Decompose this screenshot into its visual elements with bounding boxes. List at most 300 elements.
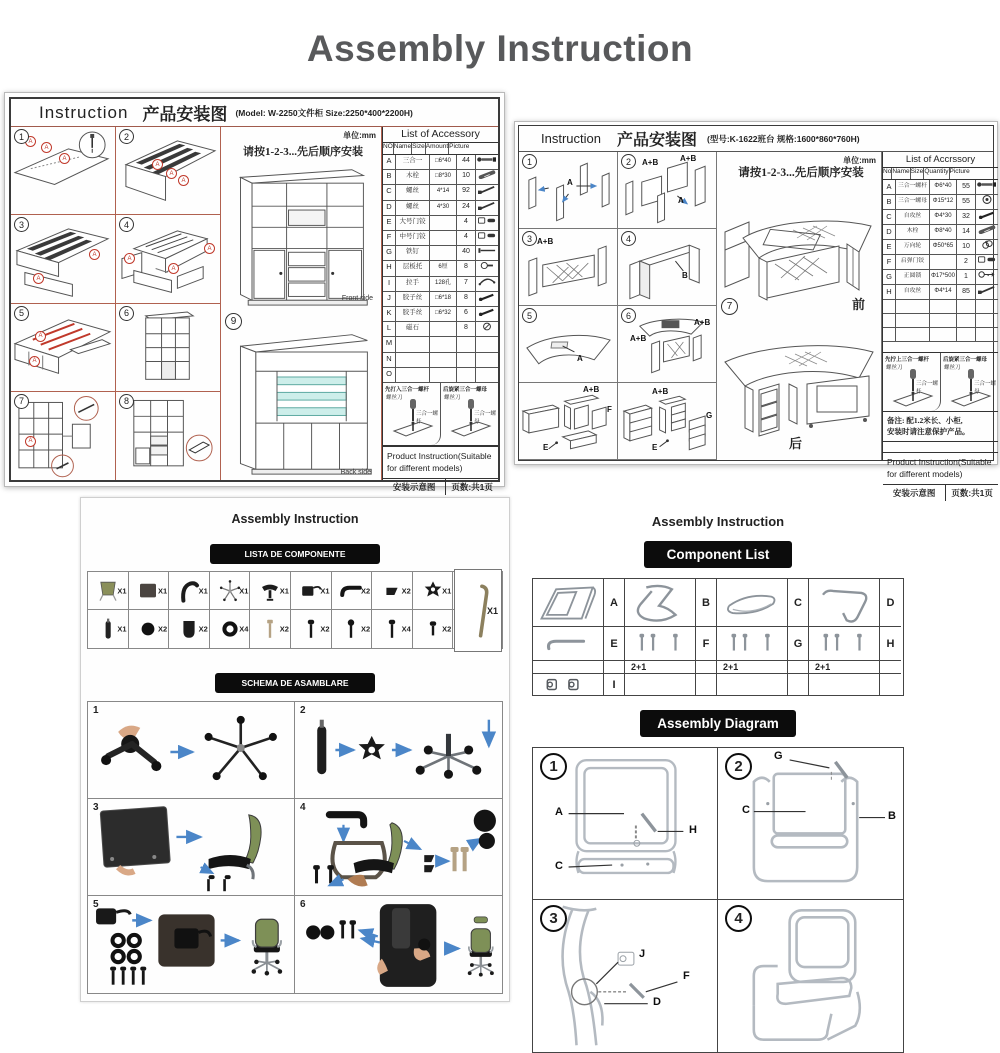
- clips-icon: [536, 676, 600, 694]
- column-header: Picture: [449, 143, 470, 150]
- desk-step-7b: [618, 383, 717, 460]
- part-no: F: [383, 231, 396, 245]
- part-label: A+B: [537, 237, 554, 246]
- part-label: A: [678, 196, 684, 205]
- component-list-header: Component List: [644, 541, 792, 568]
- qty-label: 2+1: [809, 661, 880, 674]
- part-amount: 92: [457, 185, 476, 199]
- part-size: 6厘: [430, 261, 457, 275]
- column-header: NO: [383, 143, 394, 154]
- diagram-label: C: [555, 860, 563, 872]
- component-qty: X4: [239, 624, 249, 634]
- component-letter: E: [604, 627, 625, 661]
- component-letter: D: [880, 579, 901, 627]
- part-size: [430, 246, 457, 260]
- component-qty: X1: [320, 586, 330, 595]
- accessory-row: [383, 246, 498, 261]
- cabinet-step-8: [116, 392, 221, 480]
- component-icon: [380, 578, 404, 604]
- qty-spacer: [604, 661, 625, 674]
- desk-final-step-number: 7: [721, 298, 738, 315]
- part-amount: [457, 368, 476, 382]
- cabinet-back-drawing: [227, 327, 377, 477]
- order-note: 请按1-2-3...先后顺序安装: [738, 167, 864, 179]
- part-size: [930, 255, 957, 269]
- part-amount: 4: [457, 216, 476, 230]
- bolt-group-icon: [632, 630, 688, 658]
- part-size: Φ50*65: [930, 240, 957, 254]
- diagram-step-3: [533, 900, 718, 1052]
- desk-front-label: 前: [851, 297, 865, 312]
- step-number: 2: [119, 129, 134, 144]
- column-header: Name: [892, 168, 910, 179]
- accessory-table-title: List of Accessory: [383, 127, 498, 143]
- desk-steps-grid: [519, 152, 717, 460]
- qty-spacer: [696, 661, 717, 674]
- component-cell: [332, 572, 373, 609]
- front-side-label: Front side: [341, 295, 373, 302]
- allen-key-icon: [536, 630, 600, 658]
- part-name: 自攻丝: [896, 285, 930, 299]
- diagram-label: J: [639, 948, 646, 960]
- cabinet-steps-grid: [11, 127, 221, 480]
- accessory-row: [883, 285, 998, 300]
- desk-back-drawing: [719, 320, 879, 450]
- component-qty: X1: [117, 624, 127, 634]
- desk-model-info: (型号:K-1622班台 规格:1600*860*760H): [707, 133, 860, 144]
- part-picture-icon: [476, 337, 498, 346]
- component-letter: F: [696, 627, 717, 661]
- tip-tool-label: 螺丝刀: [444, 395, 461, 402]
- component-icon: [339, 578, 363, 604]
- accessory-row: [383, 231, 498, 246]
- chair-line-title: Assembly Instruction: [651, 514, 785, 529]
- component-table: [87, 571, 503, 649]
- part-no: E: [383, 216, 396, 230]
- part-size: [430, 231, 457, 245]
- component-cell: [210, 610, 251, 648]
- diagram-label: A: [555, 806, 563, 818]
- cantilever-base-icon: [628, 581, 692, 625]
- desk-title-en: Instruction: [541, 131, 601, 146]
- tool-tip-cell: [441, 383, 498, 445]
- part-name: 拉手: [396, 277, 430, 291]
- part-amount: 4: [457, 231, 476, 245]
- cabinet-frame: [9, 97, 500, 493]
- part-size: Φ15*12: [930, 195, 957, 209]
- accessory-row: [383, 337, 498, 352]
- step-number: 5: [522, 308, 537, 323]
- tip-tool-label: 螺丝刀: [886, 365, 903, 371]
- part-a-marker: A: [33, 273, 44, 284]
- accessory-row: [383, 353, 498, 368]
- accessory-row: [883, 210, 998, 225]
- chair-photo-title: Assembly Instruction: [231, 512, 359, 526]
- component-armrest-frame: [809, 579, 880, 627]
- chair-step-5: [88, 896, 295, 993]
- component-icon: [218, 616, 242, 642]
- part-a-marker: A: [168, 263, 179, 274]
- part-label: A+B: [630, 334, 647, 343]
- step-6-photo: [295, 896, 502, 993]
- step-1-photo: [88, 702, 294, 798]
- part-name: 螺丝: [396, 201, 430, 215]
- diagram-label: G: [774, 750, 783, 762]
- step-number: 1: [14, 129, 29, 144]
- part-picture-icon: [476, 185, 498, 194]
- part-amount: [457, 337, 476, 351]
- component-icon: [177, 616, 201, 642]
- accessory-row: [383, 155, 498, 170]
- component-cell: [88, 572, 129, 609]
- qty-label: 2+1: [625, 661, 696, 674]
- accessory-row: [383, 277, 498, 292]
- part-picture-icon: [976, 195, 998, 204]
- diagram-label: D: [653, 996, 661, 1008]
- component-cell: [413, 572, 454, 609]
- part-no: G: [383, 246, 396, 260]
- empty-cell: [717, 674, 788, 695]
- component-icon: [96, 578, 120, 604]
- component-icon: [258, 578, 282, 604]
- part-size: [430, 216, 457, 230]
- accessory-row: [383, 216, 498, 231]
- part-picture-icon: [976, 285, 998, 294]
- tip-tool-label: 螺丝刀: [386, 395, 403, 402]
- step-number: 7: [14, 394, 29, 409]
- part-picture-icon: [476, 368, 498, 377]
- accessory-row: [383, 170, 498, 185]
- part-amount: 1: [957, 270, 976, 284]
- footer-left: 安装示意图: [883, 485, 946, 501]
- empty-cell: [625, 674, 696, 695]
- tip-part-label: 三合一螺杆: [416, 411, 439, 426]
- tool-tip-cell: [383, 383, 441, 445]
- part-size: □6*32: [430, 307, 457, 321]
- part-name: 木栓: [396, 170, 430, 184]
- accessory-row: [883, 240, 998, 255]
- backrest-frame-icon: [536, 581, 600, 625]
- part-no: J: [383, 292, 396, 306]
- component-bolts-g: [717, 627, 788, 661]
- part-a-marker: A: [25, 136, 36, 147]
- part-no: I: [383, 277, 396, 291]
- component-icon: [136, 616, 160, 642]
- component-list-header: LISTA DE COMPONENTE: [210, 544, 380, 564]
- part-a-marker: A: [29, 356, 40, 367]
- accessory-row: [383, 368, 498, 383]
- part-no: C: [883, 210, 896, 224]
- part-amount: 8: [457, 322, 476, 336]
- tip-part-label: 三合一螺母: [474, 411, 497, 426]
- step-number: 2: [621, 154, 636, 169]
- chair-step-4: [295, 799, 502, 896]
- part-no: A: [883, 180, 896, 194]
- step-number: 4: [300, 802, 306, 813]
- part-label: A: [567, 178, 573, 187]
- remark-note: [883, 412, 998, 442]
- component-letter: B: [696, 579, 717, 627]
- product-note: Product Instruction(Suitable for different models): [383, 447, 498, 479]
- cabinet-step-3: [11, 215, 116, 303]
- component-letter: H: [880, 627, 901, 661]
- component-qty: X1: [198, 586, 208, 595]
- component-cell: [88, 610, 129, 648]
- empty-row: [883, 314, 998, 328]
- part-label: E: [652, 443, 658, 452]
- part-amount: 6: [457, 307, 476, 321]
- component-qty: X2: [360, 624, 371, 634]
- part-label: A+B: [642, 158, 659, 167]
- desk-accessory-table: [882, 152, 998, 498]
- part-no: A: [383, 155, 396, 169]
- part-no: B: [383, 170, 396, 184]
- accessory-row: [383, 201, 498, 216]
- component-row-1: [88, 572, 502, 610]
- part-no: N: [383, 353, 396, 367]
- diagram-label: F: [683, 970, 690, 982]
- part-name: [396, 337, 430, 351]
- part-label: F: [607, 405, 612, 414]
- component-clips: [533, 674, 604, 695]
- tool-tip-cell: [883, 353, 941, 411]
- cabinet-header: [11, 99, 498, 127]
- step-number: 5: [93, 899, 99, 910]
- part-size: Φ4*30: [930, 210, 957, 224]
- assembly-diagram-header: Assembly Diagram: [640, 710, 796, 737]
- part-amount: 10: [457, 170, 476, 184]
- chair-step-3: [88, 799, 295, 896]
- part-name: 中号门铰: [396, 231, 430, 245]
- component-cell: [332, 610, 373, 648]
- step-number: 1: [522, 154, 537, 169]
- component-qty: X2: [198, 624, 208, 634]
- part-name: 层板托: [396, 261, 430, 275]
- part-amount: 8: [457, 261, 476, 275]
- desk-instruction-sheet: [514, 121, 998, 498]
- component-cell: [129, 610, 170, 648]
- component-icon: [96, 616, 120, 642]
- cabinet-step-7: [11, 392, 116, 480]
- accessory-row: [383, 322, 498, 337]
- part-amount: 14: [957, 225, 976, 239]
- step-3-photo: [88, 799, 294, 895]
- step-number: 8: [119, 394, 134, 409]
- part-size: Φ4*14: [930, 285, 957, 299]
- part-picture-icon: [976, 225, 998, 234]
- part-name: 自攻丝: [896, 210, 930, 224]
- remark-line-2: 安装时请注意保护产品。: [887, 427, 970, 436]
- part-amount: 7: [457, 277, 476, 291]
- part-picture-icon: [476, 353, 498, 362]
- part-name: 三合一螺杆: [896, 180, 930, 194]
- part-picture-icon: [476, 307, 498, 316]
- chair-step-6: [295, 896, 502, 993]
- step-number: 4: [725, 905, 752, 932]
- component-cell: [372, 572, 413, 609]
- tool-tips: [383, 383, 498, 446]
- allen-key-cell: [454, 569, 502, 652]
- diagram-label: H: [689, 824, 697, 836]
- step-5-photo: [88, 896, 294, 993]
- cabinet-step-1: [11, 127, 116, 215]
- part-size: Φ8*40: [930, 225, 957, 239]
- part-no: O: [383, 368, 396, 382]
- tip-tool-label: 螺丝刀: [944, 365, 961, 371]
- part-a-marker: A: [124, 253, 135, 264]
- cabinet-front-drawing: [229, 161, 373, 309]
- part-size: [430, 337, 457, 351]
- part-label: A+B: [694, 318, 711, 327]
- bolt-group-icon: [816, 630, 872, 658]
- part-name: 木栓: [896, 225, 930, 239]
- page-title: Assembly Instruction: [306, 28, 694, 69]
- desk-step-6: [618, 306, 717, 383]
- component-cell: [413, 610, 454, 648]
- step-number: 6: [119, 306, 134, 321]
- accessory-row: [383, 261, 498, 276]
- step-number: 6: [300, 899, 306, 910]
- qty-spacer: [880, 661, 901, 674]
- desk-frame: [518, 125, 997, 498]
- part-label: A+B: [652, 387, 669, 396]
- component-qty: X1: [239, 586, 249, 595]
- accessory-row: [883, 255, 998, 270]
- part-name: 铁钉: [396, 246, 430, 260]
- allen-key-qty: X1: [486, 606, 498, 616]
- chair-line-sheet: [530, 500, 906, 1008]
- component-cell: [291, 572, 332, 609]
- diagram-label: C: [742, 804, 750, 816]
- diagram-step-4: [718, 900, 903, 1052]
- tip-part-label: 三合一螺母: [974, 381, 997, 395]
- part-amount: 32: [957, 210, 976, 224]
- table-footer: [883, 485, 998, 501]
- step-number: 4: [119, 217, 134, 232]
- chair-step-2: [295, 702, 502, 799]
- column-header: No: [883, 168, 892, 179]
- empty-cell: [696, 674, 717, 695]
- component-letter: C: [788, 579, 809, 627]
- component-icon: [258, 616, 282, 642]
- component-icon: [177, 578, 201, 604]
- column-header: Picture: [949, 168, 970, 175]
- part-amount: [457, 353, 476, 367]
- desk-step-1: [519, 152, 618, 229]
- tip-part-label: 三合一螺杆: [916, 381, 939, 395]
- desk-header: [519, 126, 993, 152]
- cabinet-step-4: [116, 215, 221, 303]
- component-icon: [421, 616, 445, 642]
- part-picture-icon: [476, 246, 498, 255]
- cabinet-accessory-table: [382, 127, 498, 493]
- desk-step-3: [519, 229, 618, 306]
- cabinet-instruction-sheet: [4, 92, 505, 493]
- component-cell: [250, 610, 291, 648]
- column-header: Quantity: [924, 168, 949, 179]
- part-picture-icon: [976, 180, 998, 189]
- chair-photo-steps: [87, 701, 503, 994]
- part-no: K: [383, 307, 396, 321]
- desk-front-drawing: [719, 182, 879, 310]
- accessory-table-header: [383, 143, 498, 155]
- component-qty: X1: [117, 586, 127, 595]
- column-header: Name: [394, 143, 412, 154]
- step-number: 6: [621, 308, 636, 323]
- diagram-label: B: [888, 810, 896, 822]
- sideboard-exploded-diagram: [519, 383, 617, 459]
- component-qty: X2: [320, 624, 330, 634]
- footer-right: 页数:共1页: [451, 482, 493, 493]
- component-cell: [250, 572, 291, 609]
- qty-spacer: [533, 661, 604, 674]
- part-picture-icon: [476, 231, 498, 240]
- part-picture-icon: [976, 210, 998, 219]
- remark-line-1: 备注: 配1.2米长、小柜,: [887, 416, 963, 425]
- component-cantilever-base: [625, 579, 696, 627]
- component-letter: G: [788, 627, 809, 661]
- part-name: [396, 353, 430, 367]
- empty-row: [883, 328, 998, 342]
- component-backrest-frame: [533, 579, 604, 627]
- part-amount: 55: [957, 180, 976, 194]
- part-picture-icon: [476, 277, 498, 286]
- step-number: 5: [14, 306, 29, 321]
- part-a-marker: A: [166, 168, 177, 179]
- part-a-marker: A: [178, 175, 189, 186]
- accessory-row: [883, 270, 998, 285]
- tip-caption: 先拧上三合一螺杆: [885, 357, 930, 363]
- component-qty: X2: [401, 586, 411, 595]
- desk-step-7a: [519, 383, 618, 460]
- cabinet-final-assembly: [221, 127, 382, 480]
- part-size: 4*14: [430, 185, 457, 199]
- part-no: D: [383, 201, 396, 215]
- qty-spacer: [788, 661, 809, 674]
- part-a-marker: A: [35, 331, 46, 342]
- part-name: 三合一: [396, 155, 430, 169]
- component-qty: X2: [158, 624, 168, 634]
- desk-step-4: [618, 229, 717, 306]
- step-number: 4: [621, 231, 636, 246]
- accessory-row: [383, 185, 498, 200]
- component-letter: A: [604, 579, 625, 627]
- cabinet-step-2: [116, 127, 221, 215]
- part-label: A+B: [583, 385, 600, 394]
- table-footer: [383, 479, 498, 495]
- accessory-table-header: [883, 168, 998, 180]
- part-no: F: [883, 255, 896, 269]
- part-size: □8*30: [430, 170, 457, 184]
- column-header: Size: [412, 143, 426, 154]
- component-icon: [339, 616, 363, 642]
- component-cell: [129, 572, 170, 609]
- part-size: 4*30: [430, 201, 457, 215]
- step-number: 3: [14, 217, 29, 232]
- part-picture-icon: [476, 170, 498, 179]
- part-label: G: [706, 411, 713, 420]
- footer-left: 安装示意图: [383, 479, 446, 495]
- qty-label: 2+1: [717, 661, 788, 674]
- part-size: 128孔: [430, 277, 457, 291]
- accessory-table-title: List of Accrssory: [883, 152, 998, 168]
- component-icon: [299, 578, 323, 604]
- part-amount: 55: [957, 195, 976, 209]
- part-picture-icon: [476, 322, 498, 331]
- step-number: 2: [300, 705, 306, 716]
- table-spacer: [883, 342, 998, 353]
- part-picture-icon: [976, 270, 998, 279]
